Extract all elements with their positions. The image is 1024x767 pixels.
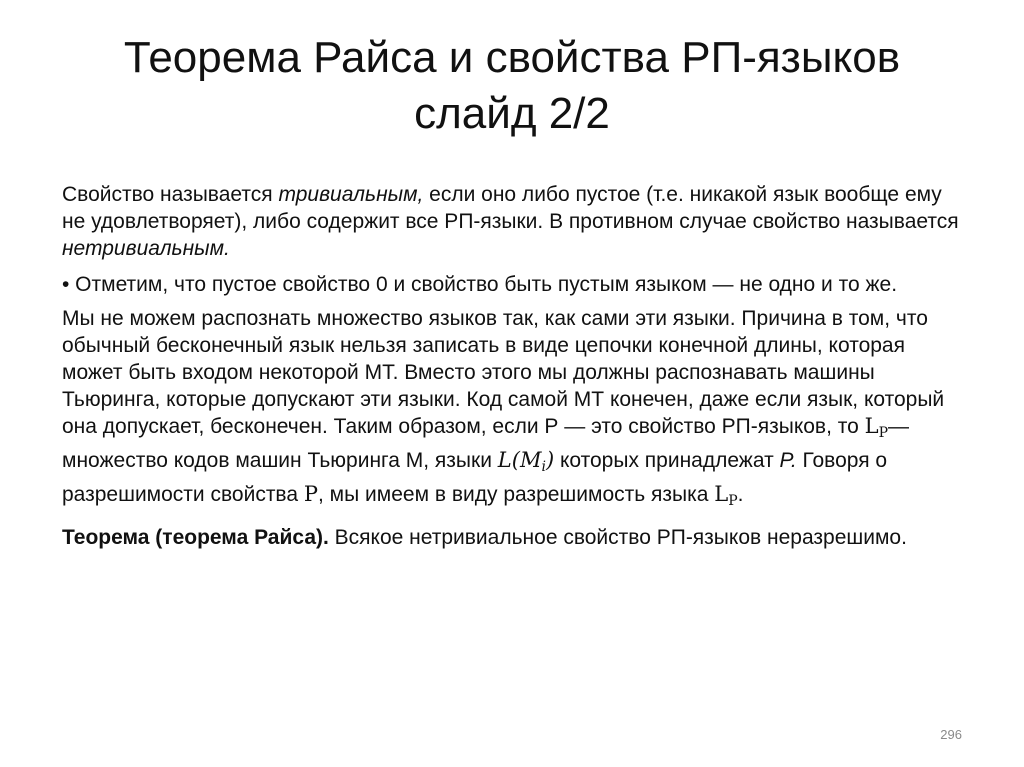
math-open-paren: ( (511, 448, 520, 472)
paragraph-recognizing-languages (62, 305, 962, 515)
term-nontrivial: нетривиальным. (62, 237, 230, 260)
theorem-statement: Всякое нетривиальное свойство РП-языков неразрешимо. (328, 526, 907, 549)
paragraph-trivial-definition (62, 181, 962, 262)
text-run: Свойство называется (62, 183, 279, 206)
math-L: L (497, 448, 512, 472)
text-run: если оно либо пустое (т.е. никакой язык вообще ему не удовлетворяет), либо содержит все РП-языки. В противном случае свойство называется (62, 183, 959, 233)
math-P: P (303, 482, 319, 506)
slide-title (40, 30, 984, 142)
text-run: Говоря о разрешимости свойства (62, 449, 888, 506)
term-trivial: тривиальным, (278, 183, 424, 206)
math-close-paren: ) (545, 448, 555, 472)
math-subscript-P: P (728, 493, 738, 509)
slide-body (62, 181, 962, 560)
text-run: которых принадлежат (559, 449, 780, 472)
math-subscript-i: i (541, 459, 546, 475)
math-L-of-Mi (497, 448, 555, 475)
slide-title-line-1: Теорема Райса и свойства РП-языков (123, 33, 901, 82)
theorem-heading: Теорема (теорема Райса). (62, 526, 329, 549)
text-run: — множество кодов машин Тьюринга М, языки (62, 415, 910, 472)
page-number: 296 (940, 727, 962, 742)
math-L-P-2 (714, 482, 738, 509)
text-run: , мы имеем в виду разрешимость языка (318, 483, 715, 506)
math-L-P (864, 414, 889, 441)
bullet-empty-property-note: • Отметим, что пустое свойство 0 и свойство быть пустым языком — не одно и то же. (62, 273, 898, 296)
math-L: L (864, 414, 879, 438)
term-P: P. (779, 449, 797, 472)
math-subscript-P: P (878, 425, 889, 441)
math-M: M (519, 448, 542, 472)
math-L: L (714, 482, 729, 506)
text-run: . (737, 483, 744, 506)
slide-title-line-2: слайд 2/2 (414, 89, 610, 138)
text-run: Мы не можем распознать множество языков так, как сами эти языки. Причина в том, что обычный бесконечный язык нельзя записать в виде цепочки конечной длины, которая может быть входом некоторой МТ. Вместо этого мы должны распознавать машины Тьюринга, которые допускают эти языки. Код самой МТ конечен, даже если язык, который она допускает, бесконечен. Таким образом, если Р — это свойство РП-языков, то (62, 307, 945, 438)
paragraph-rice-theorem (62, 524, 962, 551)
